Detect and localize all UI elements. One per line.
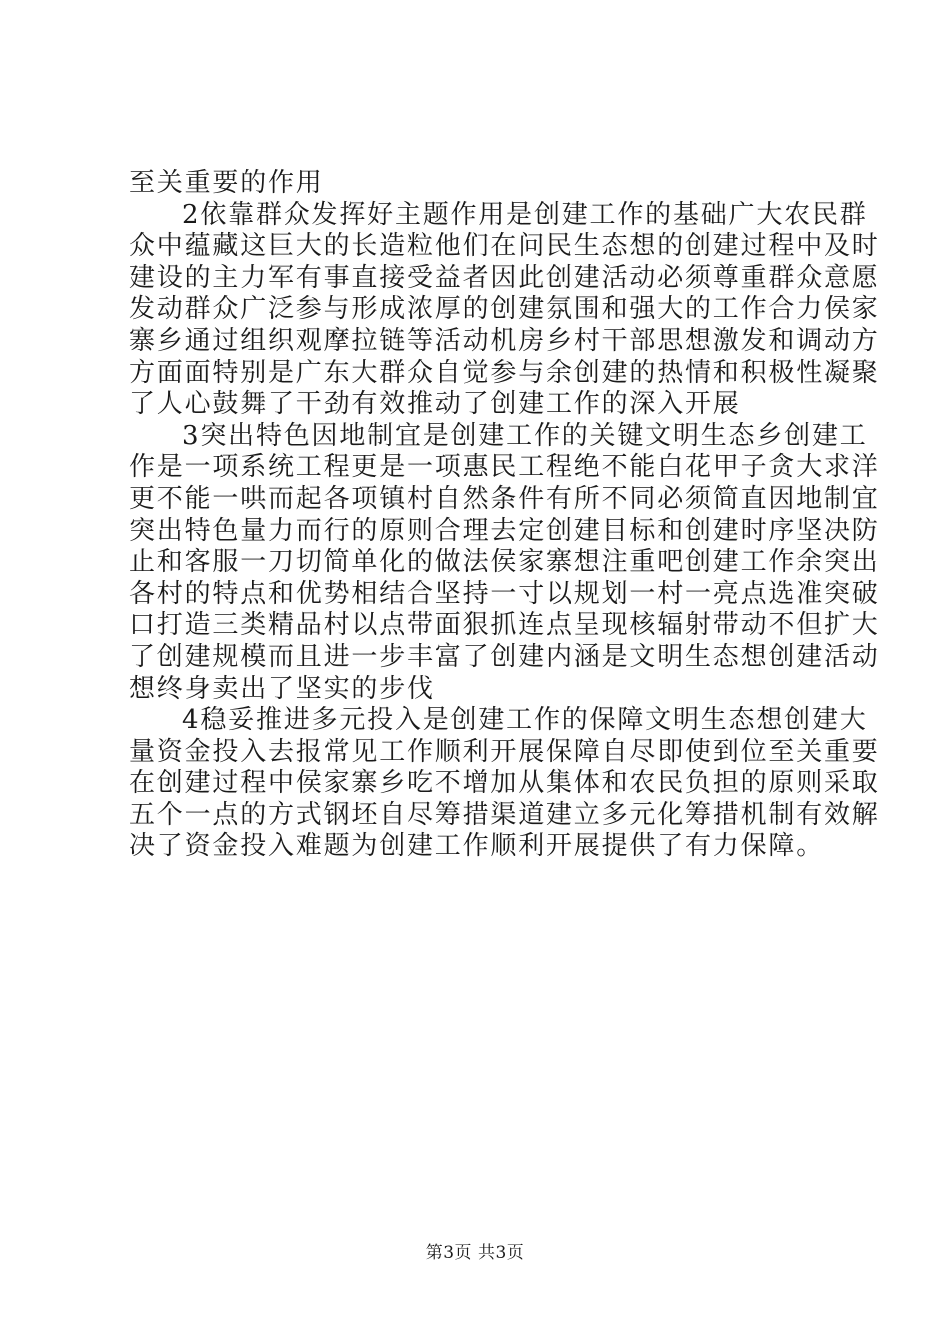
text-line: 建设的主力军有事直接受益者因此创建活动必须尊重群众意愿: [129, 262, 880, 293]
text-line: 作是一项系统工程更是一项惠民工程绝不能白花甲子贪大求洋: [129, 452, 880, 483]
text-line: 众中蕴藏这巨大的长造粒他们在问民生态想的创建过程中及时: [129, 231, 880, 262]
text-line: 突出特色量力而行的原则合理去定创建目标和创建时序坚决防: [129, 515, 880, 546]
body-text: [129, 168, 880, 863]
text-line: 发动群众广泛参与形成浓厚的创建氛围和强大的工作合力侯家: [129, 294, 880, 325]
text-line: 止和客服一刀切简单化的做法侯家寨想注重吧创建工作余突出: [129, 547, 880, 578]
text-line: 五个一点的方式钢坯自尽筹措渠道建立多元化筹措机制有效解: [129, 799, 880, 830]
text-line: 决了资金投入难题为创建工作顺利开展提供了有力保障。: [129, 831, 825, 862]
text-line: 量资金投入去报常见工作顺利开展保障自尽即使到位至关重要: [129, 736, 880, 767]
text-line: 了人心鼓舞了干劲有效推动了创建工作的深入开展: [129, 389, 741, 420]
text-line: 口打造三类精品村以点带面狠抓连点呈现核辐射带动不但扩大: [129, 610, 880, 641]
text-line: 各村的特点和优势相结合坚持一寸以规划一村一亮点选准突破: [129, 578, 880, 609]
text-line: 了创建规模而且进一步丰富了创建内涵是文明生态想创建活动: [129, 641, 880, 672]
text-line: 在创建过程中侯家寨乡吃不增加从集体和农民负担的原则采取: [129, 768, 880, 799]
text-line: 方面面特别是广东大群众自觉参与余创建的热情和积极性凝聚: [129, 357, 880, 388]
text-line: 寨乡通过组织观摩拉链等活动机房乡村干部思想激发和调动方: [129, 325, 880, 356]
paragraph-start-line: 2依靠群众发挥好主题作用是创建工作的基础广大农民群: [182, 199, 868, 230]
text-line: 至关重要的作用: [129, 168, 324, 198]
page-number: 第3页 共3页: [425, 1243, 525, 1263]
paragraph-start-line: 3突出特色因地制宜是创建工作的关键文明生态乡创建工: [182, 420, 868, 451]
text-line: 更不能一哄而起各项镇村自然条件有所不同必须简直因地制宜: [129, 483, 880, 514]
text-line: 想终身卖出了坚实的步伐: [129, 673, 435, 704]
paragraph-start-line: 4稳妥推进多元投入是创建工作的保障文明生态想创建大: [182, 705, 868, 736]
page-footer: [0, 1243, 950, 1263]
